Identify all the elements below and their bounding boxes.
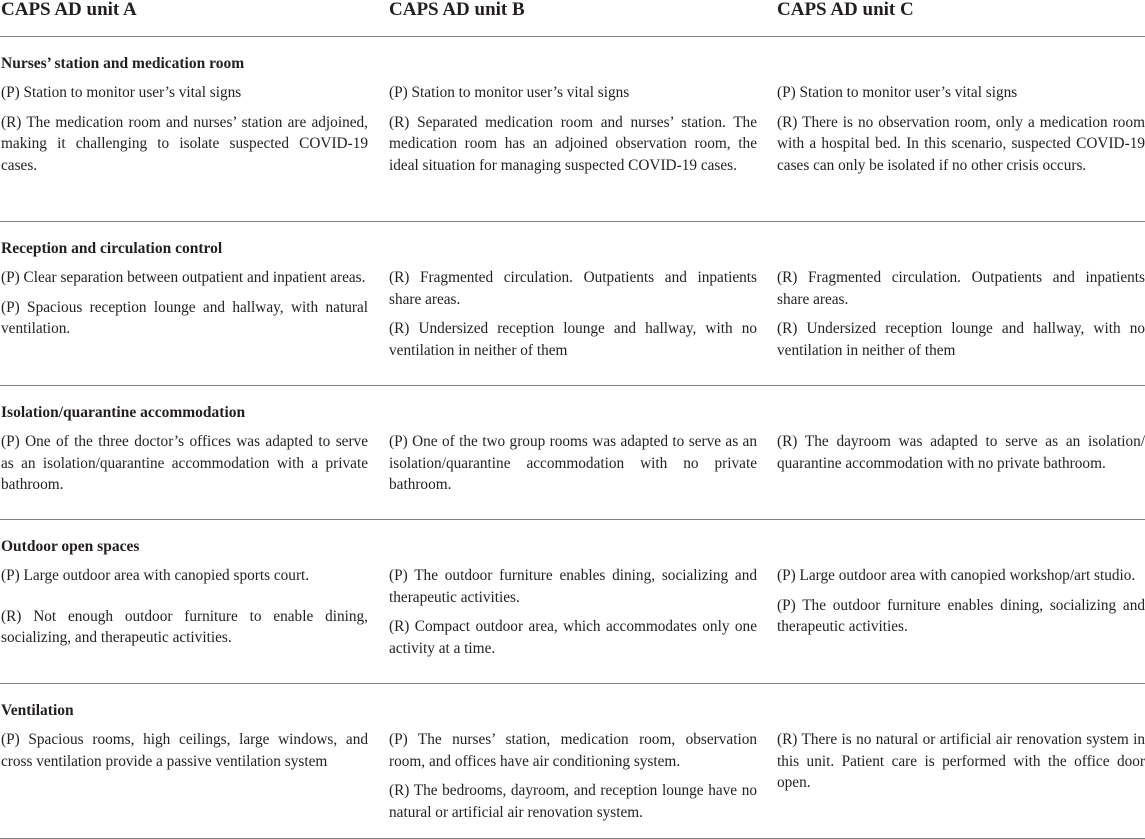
cell-unit-a — [1, 267, 368, 340]
cell-unit-c — [777, 565, 1145, 638]
cell-paragraph: (P) Spacious reception lounge and hallway, with natural ventilation. — [1, 298, 368, 337]
cell-unit-b — [389, 82, 757, 176]
cell-paragraph: (P) Clear separation between outpatient and inpatient areas. — [1, 269, 366, 286]
cell-unit-a — [1, 431, 368, 496]
cell-paragraph: (R) The medication room and nurses’ station are adjoined, making it challenging to isolate suspected COVID-19 cases. — [1, 113, 368, 174]
section-title: Ventilation — [1, 702, 74, 719]
cell-paragraph: (R) Fragmented circulation. Outpatients and inpatients share areas. — [389, 269, 757, 308]
cell-paragraph: (R) Undersized reception lounge and hallway, with no ventilation in neither of them — [389, 320, 757, 359]
section-title: Outdoor open spaces — [1, 538, 140, 555]
cell-paragraph: (P) Large outdoor area with canopied workshop/art studio. — [777, 567, 1136, 584]
cell-unit-a — [1, 82, 368, 176]
section-outdoor-open-spaces — [0, 520, 1145, 684]
cell-paragraph: (R) Separated medication room and nurses’ station. The medication room has an adjoined observation room, the ideal situation for managing suspected COVID-19 cases. — [389, 113, 757, 174]
cell-paragraph: (P) Spacious rooms, high ceilings, large windows, and cross ventilation provide a passive ventilation system — [1, 731, 368, 770]
column-header-unit-b: CAPS AD unit B — [389, 0, 525, 20]
cell-unit-a — [1, 565, 368, 649]
cell-unit-c — [777, 431, 1145, 474]
cell-unit-b — [389, 565, 757, 659]
cell-unit-a — [1, 729, 368, 772]
cell-paragraph: (R) The dayroom was adapted to serve as an isolation/ quarantine accommodation with no private bathroom. — [777, 433, 1145, 472]
cell-paragraph: (P) The outdoor furniture enables dining, socializing and therapeutic activities. — [777, 596, 1145, 635]
cell-unit-c — [777, 729, 1145, 794]
cell-paragraph: (P) Station to monitor user’s vital signs — [389, 84, 630, 101]
section-reception-circulation — [0, 222, 1145, 386]
cell-paragraph: (R) There is no natural or artificial air renovation system in this unit. Patient care is performed with the office door open. — [777, 731, 1145, 791]
cell-unit-c — [777, 82, 1145, 176]
section-nurses-station — [0, 37, 1145, 222]
cell-unit-c — [777, 267, 1145, 361]
section-isolation-quarantine — [0, 386, 1145, 520]
cell-paragraph: (P) One of the two group rooms was adapted to serve as an isolation/quarantine accommodation with no private bathroom. — [389, 433, 757, 493]
cell-paragraph: (R) Compact outdoor area, which accommodates only one activity at a time. — [389, 618, 757, 657]
column-header-unit-c: CAPS AD unit C — [777, 0, 914, 20]
cell-paragraph: (P) The nurses’ station, medication room, observation room, and offices have air conditioning system. — [389, 731, 757, 770]
cell-paragraph: (P) One of the three doctor’s offices was adapted to serve as an isolation/quarantine accommodation with a private bathroom. — [1, 433, 368, 493]
column-header-unit-a: CAPS AD unit A — [1, 0, 137, 20]
cell-unit-b — [389, 267, 757, 361]
cell-paragraph: (P) Station to monitor user’s vital signs — [777, 84, 1018, 101]
cell-paragraph: (R) The bedrooms, dayroom, and reception lounge have no natural or artificial air renovation system. — [389, 782, 757, 821]
cell-paragraph: (R) There is no observation room, only a medication room with a hospital bed. In this scenario, suspected COVID-19 cases can only be isolated if no other crisis occurs. — [777, 113, 1145, 174]
cell-paragraph: (R) Not enough outdoor furniture to enable dining, socializing, and therapeutic activities. — [1, 607, 368, 646]
cell-unit-b — [389, 431, 757, 496]
cell-paragraph: (R) Fragmented circulation. Outpatients and inpatients share areas. — [777, 269, 1145, 308]
table-header-row — [0, 0, 1145, 37]
section-ventilation — [0, 684, 1145, 839]
cell-paragraph: (R) Undersized reception lounge and hallway, with no ventilation in neither of them — [777, 320, 1145, 359]
section-title: Nurses’ station and medication room — [1, 55, 245, 72]
cell-unit-b — [389, 729, 757, 823]
section-title: Reception and circulation control — [1, 240, 223, 257]
section-title: Isolation/quarantine accommodation — [1, 404, 246, 421]
cell-paragraph: (P) Large outdoor area with canopied sports court. — [1, 567, 310, 584]
cell-paragraph: (P) The outdoor furniture enables dining, socializing and therapeutic activities. — [389, 567, 757, 606]
cell-paragraph: (P) Station to monitor user’s vital signs — [1, 84, 242, 101]
